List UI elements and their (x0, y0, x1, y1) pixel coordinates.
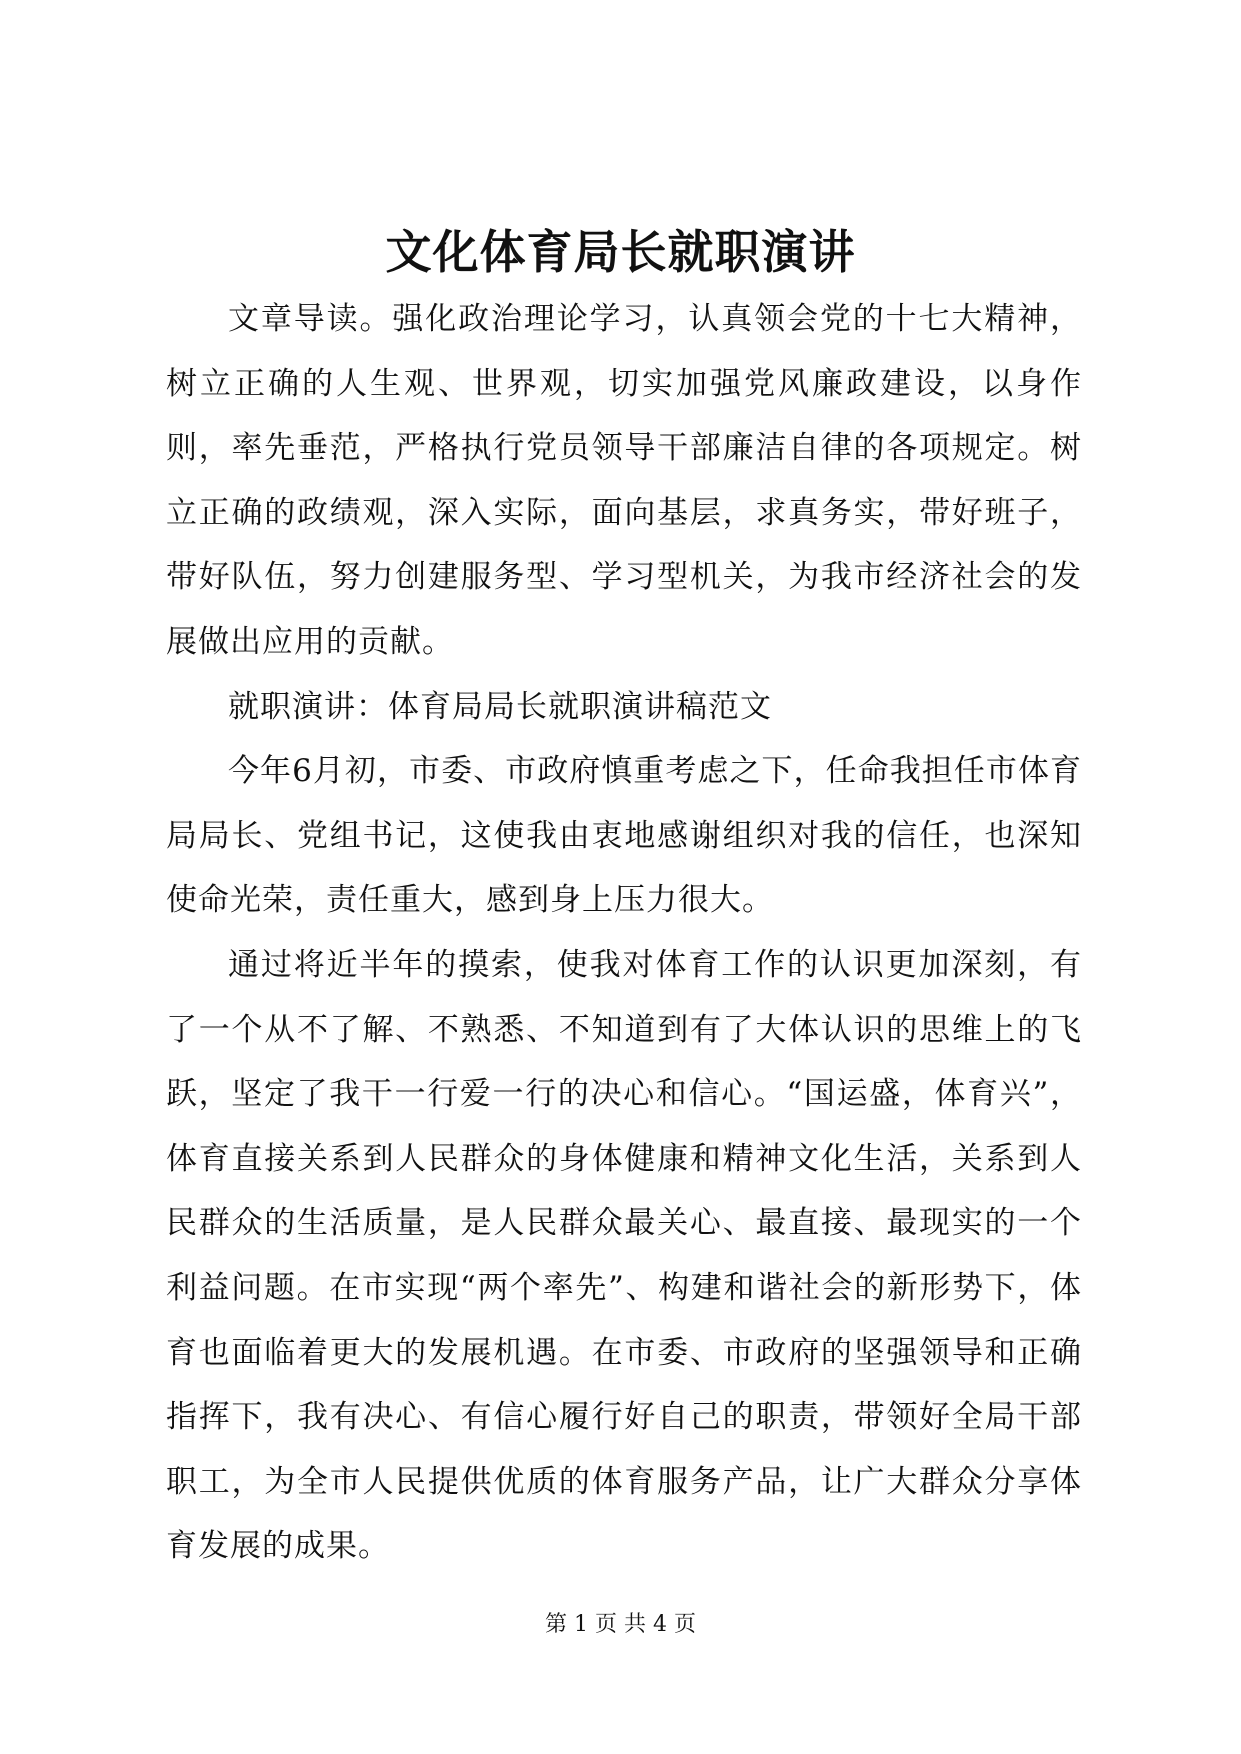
paragraph-subtitle: 就职演讲：体育局局长就职演讲稿范文 (228, 688, 772, 725)
page-footer: 第 1 页 共 4 页 (545, 1612, 696, 1637)
document-title: 文化体育局长就职演讲 (385, 225, 856, 279)
document-body (166, 287, 1082, 1579)
paragraph-intro: 文章导读。强化政治理论学习，认真领会党的十七大精神，树立正确的人生观、世界观，切实加强党风廉政建设，以身作则，率先垂范，严格执行党员领导干部廉洁自律的各项规定。树立正确的政绩观，深入实际，面向基层，求真务实，带好班子，带好队伍，努力创建服务型、学习型机关，为我市经济社会的发展做出应用的贡献。 (166, 301, 1082, 660)
paragraph-appointment: 今年6月初，市委、市政府慎重考虑之下，任命我担任市体育局局长、党组书记，这使我由衷地感谢组织对我的信任，也深知使命光荣，责任重大，感到身上压力很大。 (166, 753, 1082, 919)
paragraph-reflection: 通过将近半年的摸索，使我对体育工作的认识更加深刻，有了一个从不了解、不熟悉、不知道到有了大体认识的思维上的飞跃，坚定了我干一行爱一行的决心和信心。“国运盛，体育兴”，体育直接关系到人民群众的身体健康和精神文化生活，关系到人民群众的生活质量，是人民群众最关心、最直接、最现实的一个利益问题。在市实现“两个率先”、构建和谐社会的新形势下，体育也面临着更大的发展机遇。在市委、市政府的坚强领导和正确指挥下，我有决心、有信心履行好自己的职责，带领好全局干部职工，为全市人民提供优质的体育服务产品，让广大群众分享体育发展的成果。 (166, 946, 1082, 1565)
